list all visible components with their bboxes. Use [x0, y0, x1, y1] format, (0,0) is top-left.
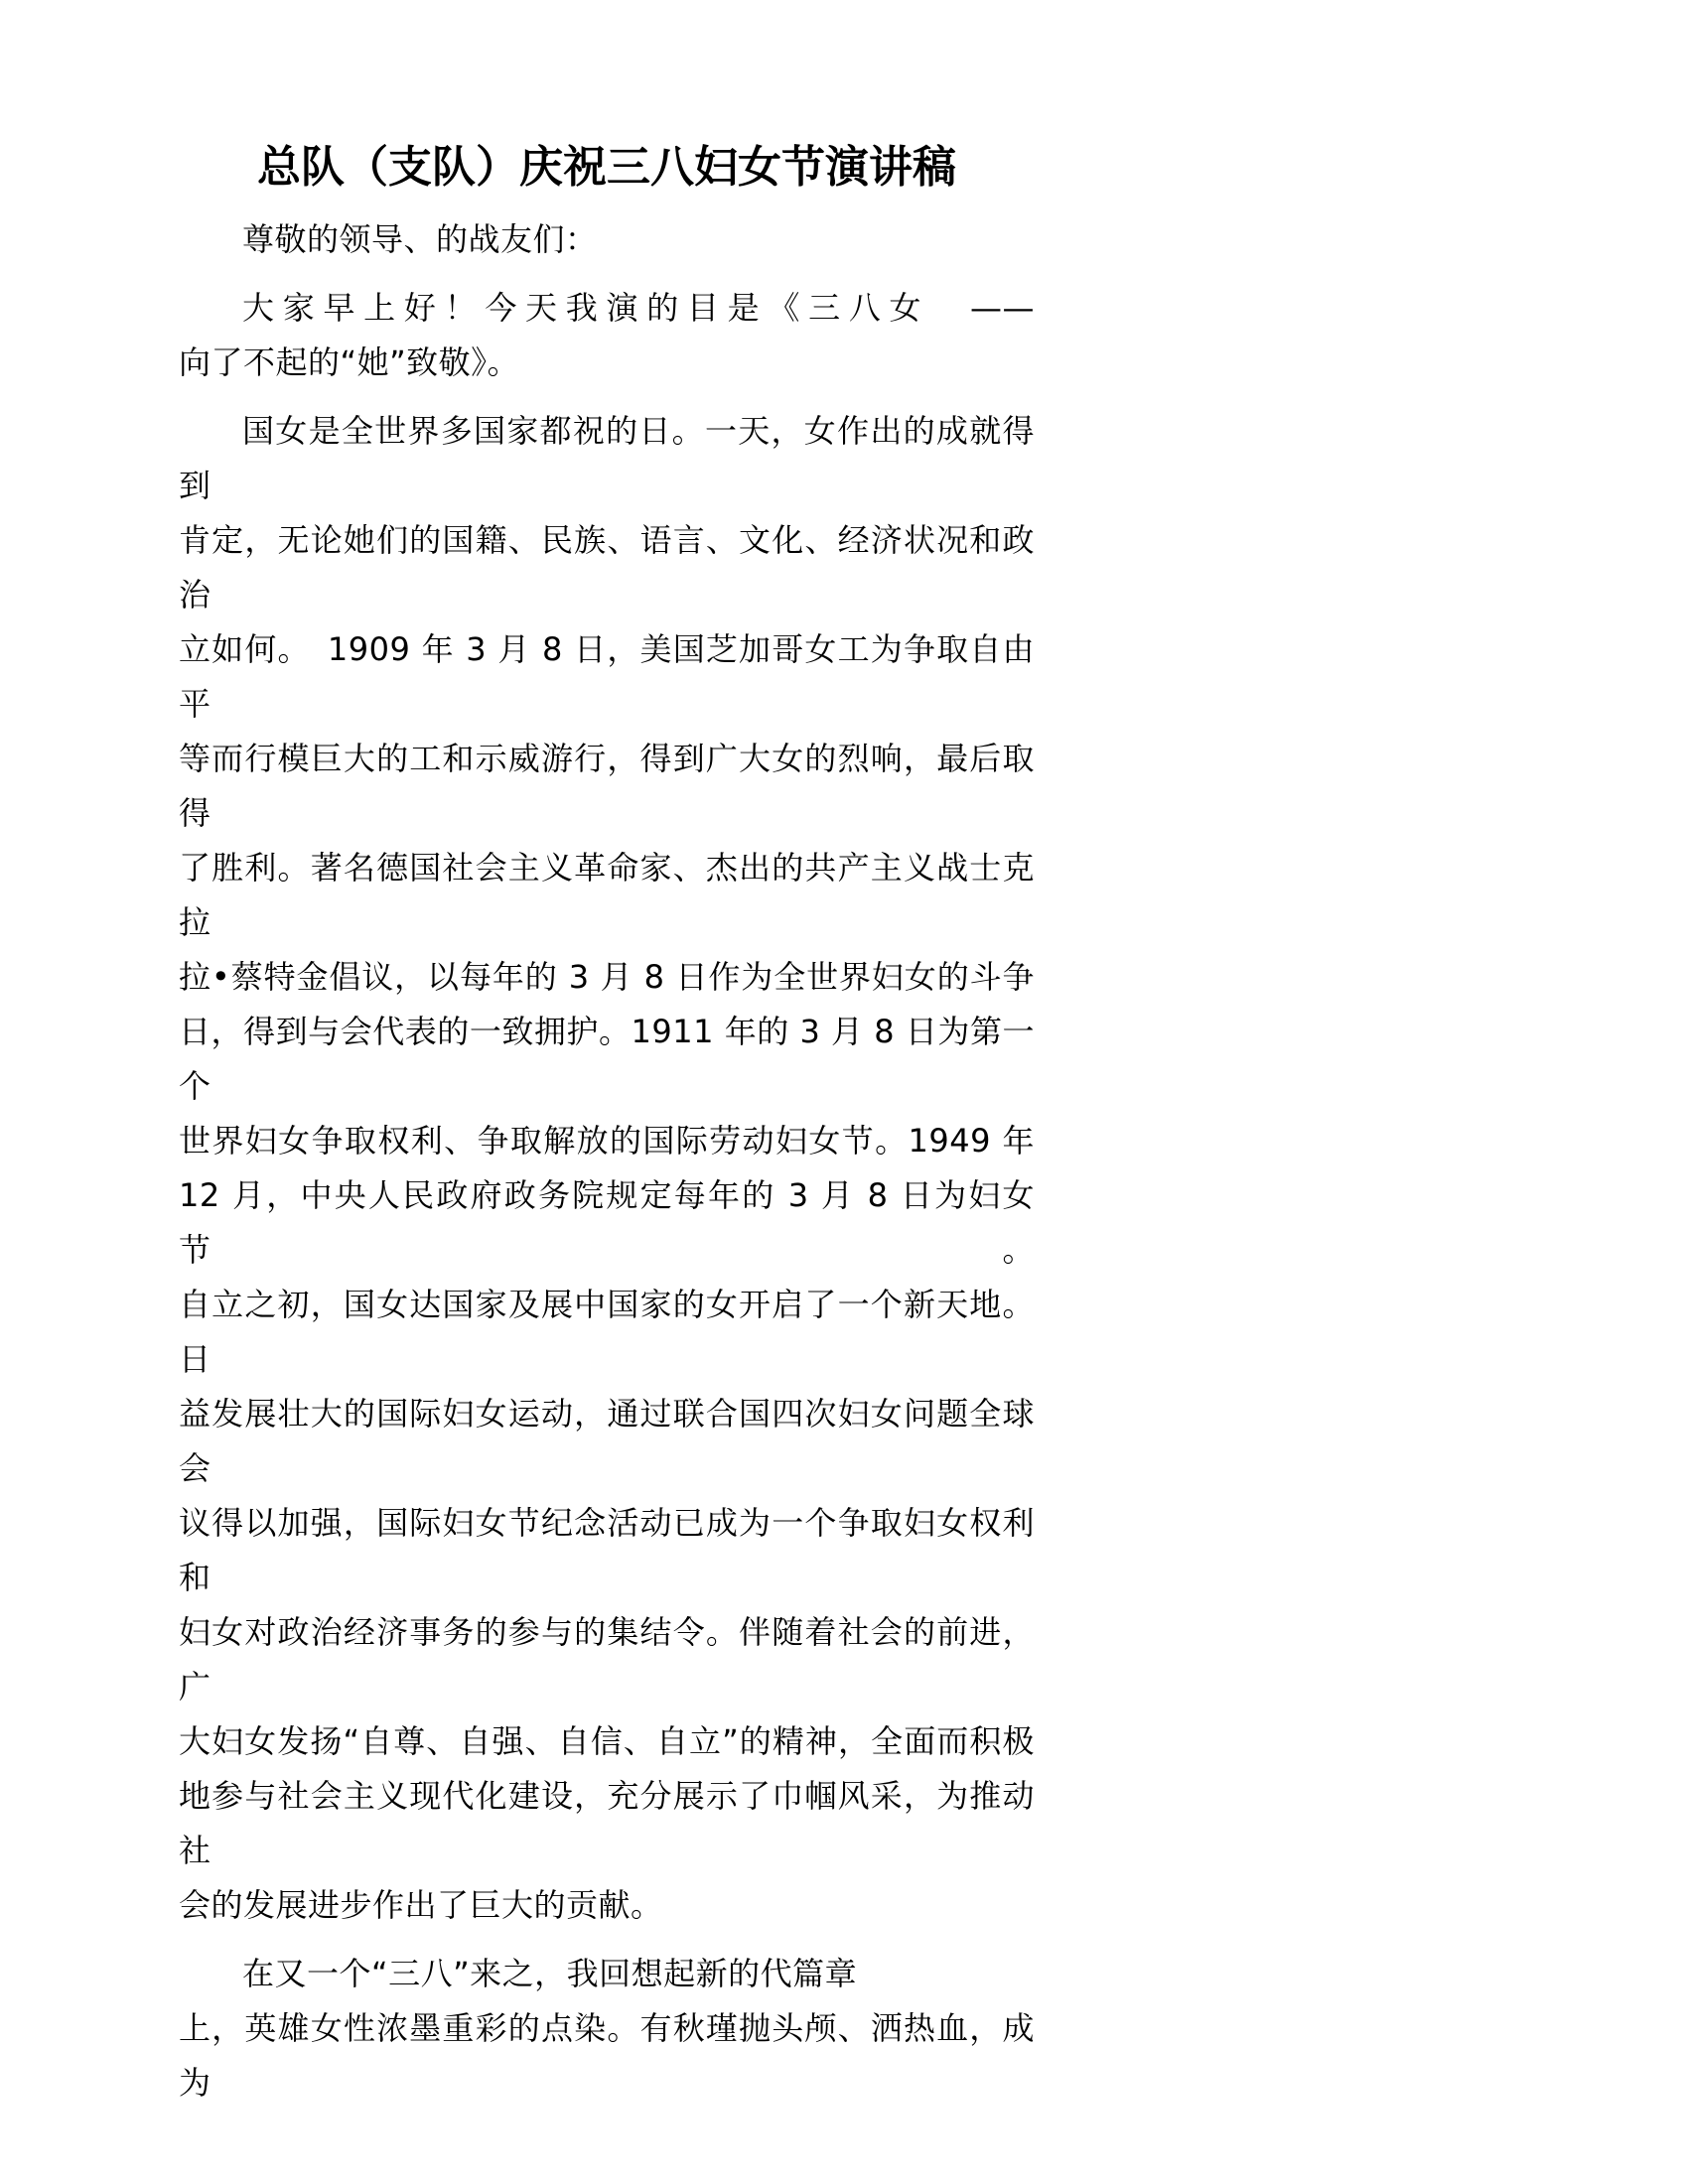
text-line: 大妇女发扬“自尊、自强、自信、自立”的精神，全面而积极	[179, 1722, 1035, 1760]
text-line: 12 月，中央人民政府政务院规定每年的 3 月 8 日为妇女节。	[179, 1176, 1035, 1269]
paragraph	[179, 281, 1035, 390]
text-line: 世界妇女争取权利、争取解放的国际劳动妇女节。1949 年	[179, 1122, 1035, 1160]
text-line: 益发展壮大的国际妇女运动，通过联合国四次妇女问题全球会	[179, 1395, 1035, 1487]
paragraph	[179, 404, 1035, 1933]
text-line: 等而行模巨大的工和示威游行，得到广大女的烈响，最后取得	[179, 740, 1035, 832]
text-line: 上，英雄女性浓墨重彩的点染。有秋瑾抛头颅、洒热血，成为	[179, 2009, 1035, 2102]
text-line: 议得以加强，国际妇女节纪念活动已成为一个争取妇女权利和	[179, 1504, 1035, 1596]
text-line: 妇女对政治经济事务的参与的集结令。伴随着社会的前进，广	[179, 1613, 1035, 1706]
document-title: 总队（支队）庆祝三八妇女节演讲稿	[257, 142, 956, 193]
paragraph	[179, 212, 1035, 267]
text-line: 国女是全世界多国家都祝的日。一天，女作出的成就得到	[179, 412, 1035, 504]
paragraphs	[179, 212, 1035, 2111]
text-line: 了胜利。著名德国社会主义革命家、杰出的共产主义战士克拉	[179, 849, 1035, 941]
text-line: 地参与社会主义现代化建设，充分展示了巾帼风采，为推动社	[179, 1777, 1035, 1869]
text-line: 日，得到与会代表的一致拥护。1911 年的 3 月 8 日为第一个	[179, 1013, 1035, 1105]
document-content	[179, 137, 1035, 2111]
paragraph	[179, 1947, 1035, 2111]
text-line: 立如何。 1909 年 3 月 8 日，美国芝加哥女工为争取自由平	[179, 630, 1035, 723]
text-line: 向了不起的“她”致敬》。	[179, 343, 520, 381]
text-line: 拉•蔡特金倡议，以每年的 3 月 8 日作为全世界妇女的斗争	[179, 958, 1035, 996]
text-line: 大家早上好！今天我演的目是《三八女 ——	[242, 289, 1035, 327]
text-line: 会的发展进步作出了巨大的贡献。	[179, 1886, 663, 1924]
text-line: 自立之初，国女达国家及展中国家的女开启了一个新天地。日	[179, 1286, 1035, 1378]
text-line: 在又一个“三八”来之，我回想起新的代篇章	[242, 1955, 858, 1992]
text-line: 肯定，无论她们的国籍、民族、语言、文化、经济状况和政治	[179, 521, 1035, 614]
text-line: 尊敬的领导、的战友们：	[242, 220, 598, 258]
